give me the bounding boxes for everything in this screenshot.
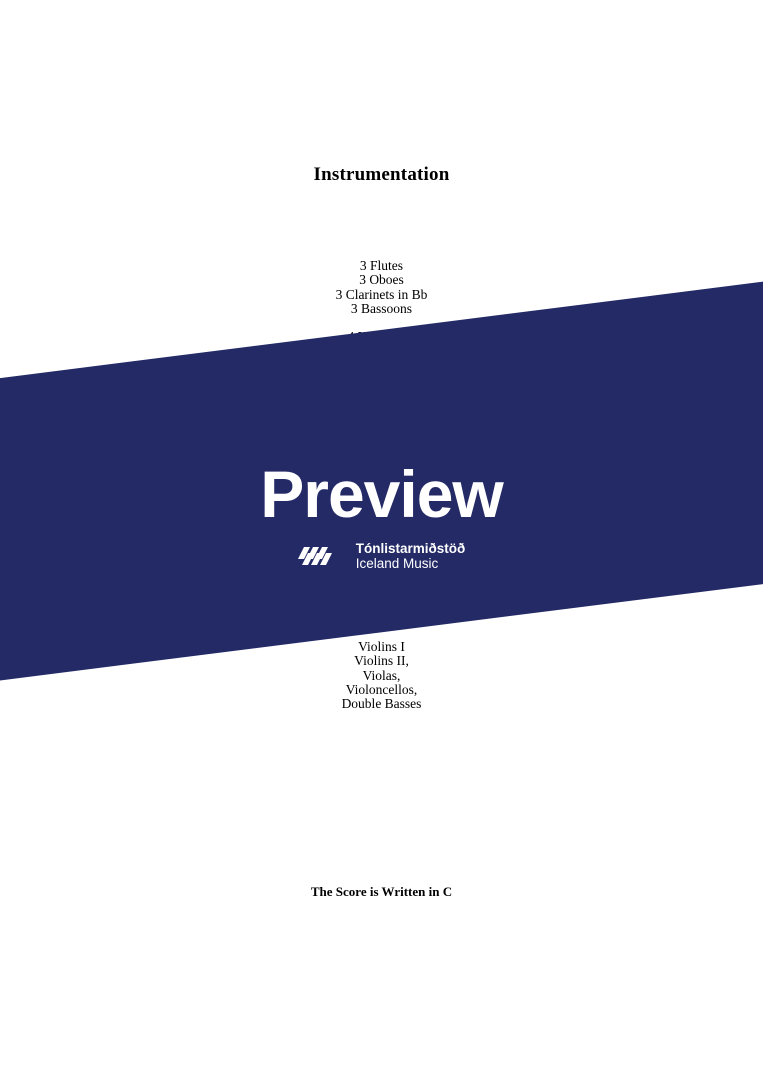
score-transposition-note: The Score is Written in C [310, 884, 453, 899]
instrument-line: 3 Bassoons [350, 300, 413, 316]
instrument-line: Violins II, [354, 653, 409, 669]
instrument-line: 3 Flutes [359, 258, 404, 273]
instrument-line: Violoncellos, [345, 681, 418, 697]
preview-label: Preview [260, 457, 503, 531]
instrument-line: 3 Oboes [359, 272, 404, 288]
brand-name-english: Iceland Music [355, 556, 439, 571]
instrument-line: Violins I [358, 639, 405, 654]
instrument-line: 3 Clarinets in Bb [335, 286, 428, 302]
instrument-line: Double Basses [341, 696, 422, 712]
page-title: Instrumentation [313, 164, 450, 185]
instrument-line: Violas, [362, 667, 401, 683]
brand-name-icelandic: Tónlistarmiðstöð [355, 541, 466, 556]
